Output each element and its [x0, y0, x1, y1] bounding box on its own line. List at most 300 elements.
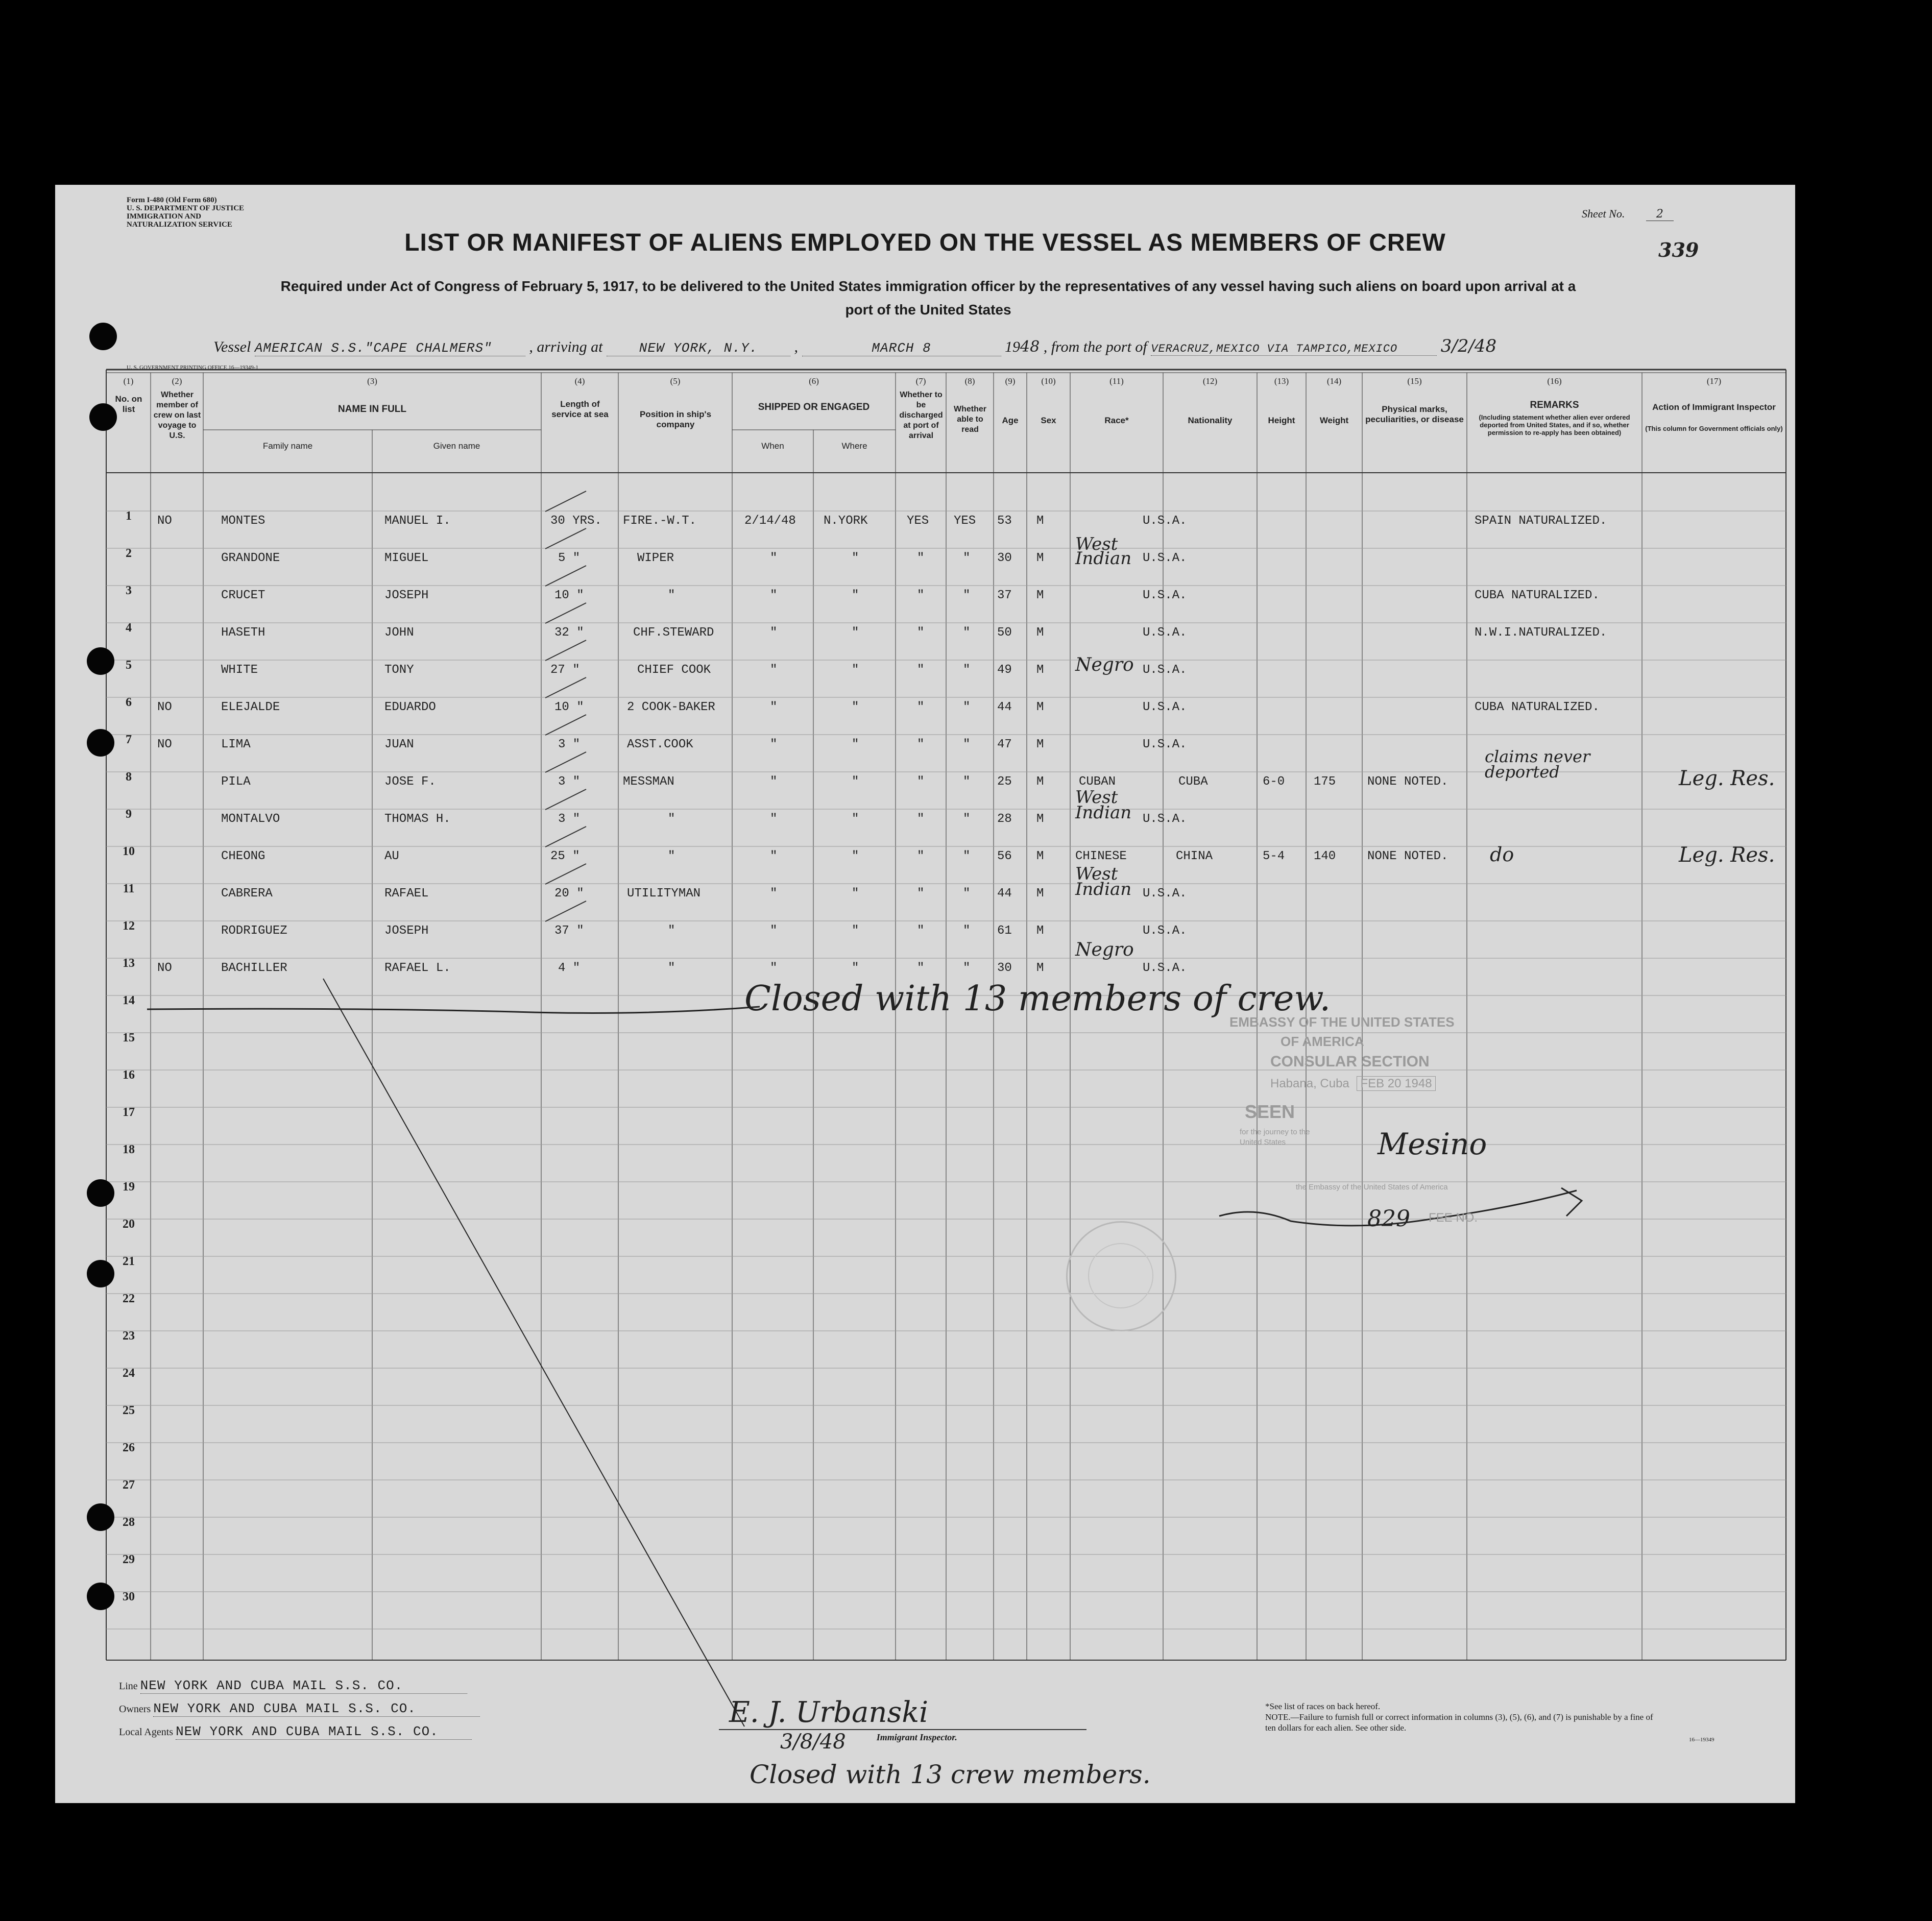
- col-head-remarks: REMARKS: [1530, 400, 1579, 410]
- row-number: 9: [126, 808, 132, 821]
- inspector-signature-block: [719, 1696, 1086, 1754]
- cell-given-name: EDUARDO: [384, 700, 436, 714]
- col-num-3: (3): [367, 376, 377, 386]
- cell-sex: M: [1036, 589, 1044, 602]
- cell-read: ": [963, 887, 971, 901]
- stamp-fee-label: FEE NO.: [1429, 1211, 1478, 1225]
- from-label: , from the port of: [1043, 338, 1147, 355]
- cell-action: Leg. Res.: [1679, 767, 1775, 790]
- cell-when: ": [770, 663, 778, 677]
- cell-service: 20 ": [554, 887, 584, 901]
- cell-service: 25 ": [550, 849, 580, 863]
- row-number: 25: [123, 1404, 135, 1417]
- col-num-15: (15): [1407, 376, 1422, 386]
- cell-when: ": [770, 924, 778, 938]
- page-stamp: 339: [1658, 238, 1699, 261]
- col-head-family-name: Family name: [262, 441, 313, 451]
- row-number: 28: [123, 1516, 135, 1529]
- cell-discharge: ": [917, 663, 925, 677]
- cell-action: Leg. Res.: [1679, 843, 1775, 867]
- cell-discharge: ": [917, 961, 925, 975]
- binder-hole: [87, 1503, 114, 1531]
- cell-where: ": [852, 551, 859, 565]
- cell-position: MESSMAN: [623, 775, 674, 789]
- col-head-given-name: Given name: [433, 441, 480, 451]
- embassy-seal-icon: [1066, 1221, 1176, 1331]
- agents-label: Local Agents: [119, 1727, 174, 1738]
- cell-position: FIRE.-W.T.: [623, 514, 697, 528]
- row-number: 3: [126, 584, 132, 597]
- cell-discharge: ": [917, 887, 925, 901]
- form-code: 16—19349: [1689, 1737, 1714, 1743]
- cell-read: ": [963, 775, 971, 789]
- cell-when: ": [770, 700, 778, 714]
- cell-race: West Indian: [1075, 787, 1132, 823]
- penalty-note: NOTE.—Failure to furnish full or correct information in columns (3), (5), (6), and (7) is punishable by a fine of ten dollars for each alien. See other side.: [1265, 1712, 1653, 1733]
- cell-service: 10 ": [554, 589, 584, 602]
- department: U. S. DEPARTMENT OF JUSTICE: [127, 204, 245, 212]
- cell-nationality: U.S.A.: [1143, 589, 1187, 602]
- stamp-line-3: CONSULAR SECTION: [1270, 1053, 1430, 1070]
- cell-discharge: ": [917, 551, 925, 565]
- cell-weight: 175: [1314, 775, 1336, 789]
- cell-sex: M: [1036, 626, 1044, 640]
- arriving-port: NEW YORK, N.Y.: [607, 341, 790, 356]
- cell-family-name: ELEJALDE: [221, 700, 280, 714]
- col-num-7: (7): [915, 376, 926, 386]
- binder-hole: [87, 1179, 114, 1207]
- cell-race: Negro: [1075, 939, 1134, 960]
- cell-position: ": [668, 961, 675, 975]
- row-number: 1: [126, 509, 132, 523]
- col-num-17: (17): [1706, 376, 1722, 386]
- cell-nationality: U.S.A.: [1143, 887, 1187, 901]
- binder-hole: [87, 1583, 114, 1610]
- cell-read: ": [963, 551, 971, 565]
- sheet-label: Sheet No.: [1582, 207, 1625, 220]
- col-num-14: (14): [1326, 376, 1342, 386]
- row-number: 19: [123, 1180, 135, 1194]
- cell-remarks: N.W.I.NATURALIZED.: [1475, 626, 1607, 640]
- cell-when: 2/14/48: [744, 514, 796, 528]
- closing-annotation: Closed with 13 members of crew.: [744, 979, 1331, 1019]
- col-num-12: (12): [1202, 376, 1218, 386]
- cell-family-name: CRUCET: [221, 589, 265, 602]
- col-num-6: (6): [809, 376, 819, 386]
- cell-family-name: MONTES: [221, 514, 265, 528]
- cell-service: 3 ": [558, 775, 581, 789]
- cell-read: ": [963, 589, 971, 602]
- col-head-action: Action of Immigrant Inspector: [1652, 402, 1776, 412]
- row-number: 10: [123, 845, 135, 858]
- row-number: 11: [123, 882, 135, 895]
- binder-hole: [89, 403, 117, 431]
- col-head-service: Length of service at sea: [551, 399, 609, 419]
- cell-family-name: CABRERA: [221, 887, 273, 901]
- col-num-11: (11): [1109, 376, 1124, 386]
- cell-marks: NONE NOTED.: [1367, 775, 1448, 789]
- printing-office: U. S. GOVERNMENT PRINTING OFFICE 16—19349-1: [127, 364, 259, 371]
- cell-where: ": [852, 589, 859, 602]
- cell-when: ": [770, 775, 778, 789]
- cell-service: 5 ": [558, 551, 581, 565]
- cell-read: ": [963, 924, 971, 938]
- row-number: 24: [123, 1367, 135, 1380]
- col-num-8: (8): [964, 376, 975, 386]
- cell-position: WIPER: [637, 551, 674, 565]
- inspector-signature: E. J. Urbanski: [719, 1696, 1086, 1730]
- cell-sex: M: [1036, 849, 1044, 863]
- cell-nationality: U.S.A.: [1143, 663, 1187, 677]
- cell-sex: M: [1036, 738, 1044, 751]
- cell-weight: 140: [1314, 849, 1336, 863]
- cell-discharge: ": [917, 924, 925, 938]
- stamp-date: FEB 20 1948: [1357, 1076, 1435, 1091]
- cell-where: ": [852, 887, 859, 901]
- cell-nationality: U.S.A.: [1143, 924, 1187, 938]
- cell-discharge: ": [917, 589, 925, 602]
- cell-height: 5-4: [1263, 849, 1285, 863]
- agents-field: [119, 1724, 472, 1740]
- cell-service: 3 ": [558, 812, 581, 826]
- cell-given-name: TONY: [384, 663, 414, 677]
- stamp-embassy-line: the Embassy of the United States of America: [1296, 1183, 1448, 1191]
- cell-nationality: U.S.A.: [1143, 738, 1187, 751]
- cell-where: ": [852, 663, 859, 677]
- cell-discharge: ": [917, 626, 925, 640]
- stamp-line-1: EMBASSY OF THE UNITED STATES: [1229, 1014, 1455, 1030]
- cell-given-name: JUAN: [384, 738, 414, 751]
- cell-position: UTILITYMAN: [627, 887, 701, 901]
- cell-position: CHF.STEWARD: [633, 626, 714, 640]
- cell-sex: M: [1036, 663, 1044, 677]
- vessel-name: AMERICAN S.S."CAPE CHALMERS": [255, 341, 525, 356]
- cell-read: ": [963, 738, 971, 751]
- cell-age: 49: [997, 663, 1012, 677]
- cell-nationality: U.S.A.: [1143, 551, 1187, 565]
- cell-service: 27 ": [550, 663, 580, 677]
- cell-read: ": [963, 812, 971, 826]
- arrival-year: 48: [1020, 338, 1040, 356]
- cell-remarks: CUBA NATURALIZED.: [1475, 700, 1600, 714]
- col-head-age: Age: [1002, 416, 1019, 425]
- arrival-date: MARCH 8: [802, 341, 1001, 356]
- cell-position: ": [668, 849, 675, 863]
- cell-prev-voyage: NO: [157, 738, 172, 751]
- col-head-discharge: Whether to be discharged at port of arrival: [899, 391, 943, 440]
- cell-given-name: AU: [384, 849, 399, 863]
- cell-age: 30: [997, 551, 1012, 565]
- cell-given-name: JOSEPH: [384, 924, 429, 938]
- col-num-5: (5): [670, 376, 681, 386]
- cell-race: West Indian: [1075, 864, 1132, 899]
- row-number: 21: [123, 1255, 135, 1268]
- from-port: VERACRUZ,MEXICO VIA TAMPICO,MEXICO: [1151, 343, 1437, 356]
- cell-given-name: RAFAEL L.: [384, 961, 451, 975]
- cell-family-name: BACHILLER: [221, 961, 287, 975]
- col-num-16: (16): [1547, 376, 1562, 386]
- cell-where: ": [852, 738, 859, 751]
- cell-when: ": [770, 961, 778, 975]
- cell-when: ": [770, 812, 778, 826]
- cell-where: N.YORK: [824, 514, 868, 528]
- col-head-nationality: Nationality: [1188, 416, 1233, 425]
- row-number: 29: [123, 1553, 135, 1566]
- cell-race: CUBAN: [1079, 775, 1116, 789]
- col-head-read: Whether able to read: [954, 405, 986, 434]
- cell-read: ": [963, 700, 971, 714]
- stamp-city: Habana, Cuba: [1270, 1077, 1349, 1090]
- cell-discharge: ": [917, 849, 925, 863]
- col-head-height: Height: [1268, 416, 1295, 425]
- cell-discharge: ": [917, 738, 925, 751]
- cell-remarks: CUBA NATURALIZED.: [1475, 589, 1600, 602]
- col-head-when: When: [761, 441, 784, 451]
- cell-sex: M: [1036, 551, 1044, 565]
- cell-family-name: HASETH: [221, 626, 265, 640]
- cell-where: ": [852, 700, 859, 714]
- row-number: 23: [123, 1329, 135, 1343]
- cell-given-name: JOSE F.: [384, 775, 436, 789]
- subtitle-line-2: port of the United States: [845, 302, 1011, 318]
- manifest-sheet: [55, 185, 1795, 1803]
- col-head-race: Race*: [1104, 416, 1129, 425]
- cell-read: ": [963, 961, 971, 975]
- cell-when: ": [770, 887, 778, 901]
- cell-given-name: JOSEPH: [384, 589, 429, 602]
- cell-service: 10 ": [554, 700, 584, 714]
- cell-service: 4 ": [558, 961, 581, 975]
- footer-notes: [1265, 1701, 1653, 1733]
- cell-age: 25: [997, 775, 1012, 789]
- cell-nationality: U.S.A.: [1143, 626, 1187, 640]
- cell-read: ": [963, 663, 971, 677]
- cell-sex: M: [1036, 812, 1044, 826]
- vessel-label: Vessel: [213, 338, 251, 355]
- cell-age: 47: [997, 738, 1012, 751]
- subtitle-line-1: Required under Act of Congress of February 5, 1917, to be delivered to the United States immigration officer by the representatives of any vessel having such aliens on board upon arrival at a: [280, 278, 1576, 294]
- col-head-remarks-note: (Including statement whether alien ever ordered deported from United States, and if so, whether permission to re-apply has been obtained): [1479, 414, 1630, 436]
- row-number: 20: [123, 1218, 135, 1231]
- cell-age: 28: [997, 812, 1012, 826]
- cell-nationality: U.S.A.: [1143, 961, 1187, 975]
- cell-where: ": [852, 775, 859, 789]
- cell-discharge: ": [917, 775, 925, 789]
- cell-age: 44: [997, 887, 1012, 901]
- line-field: [119, 1678, 467, 1694]
- cell-age: 50: [997, 626, 1012, 640]
- cell-where: ": [852, 924, 859, 938]
- col-num-2: (2): [172, 376, 182, 386]
- row-number: 5: [126, 659, 132, 672]
- cell-when: ": [770, 738, 778, 751]
- consular-stamp: [1224, 1014, 1526, 1446]
- cell-family-name: MONTALVO: [221, 812, 280, 826]
- bottom-closing-note: Closed with 13 crew members.: [750, 1760, 1151, 1789]
- cell-where: ": [852, 812, 859, 826]
- row-number: 12: [123, 919, 135, 933]
- cell-height: 6-0: [1263, 775, 1285, 789]
- cell-family-name: CHEONG: [221, 849, 265, 863]
- cell-marks: NONE NOTED.: [1367, 849, 1448, 863]
- row-number: 22: [123, 1292, 135, 1305]
- cell-read: YES: [954, 514, 976, 528]
- stamp-signature: Mesino: [1378, 1127, 1487, 1161]
- row-number: 26: [123, 1441, 135, 1454]
- cell-age: 61: [997, 924, 1012, 938]
- cell-family-name: RODRIGUEZ: [221, 924, 287, 938]
- row-number: 30: [123, 1590, 135, 1603]
- voyage-line: Vessel AMERICAN S.S."CAPE CHALMERS" , arriving at NEW YORK, N.Y. , MARCH 8 1948 , from the port of VERACRUZ,MEXICO VIA TAMPICO,MEXICO 3/2/48: [213, 336, 1497, 356]
- cell-sex: M: [1036, 514, 1044, 528]
- cell-service: 37 ": [554, 924, 584, 938]
- departure-date: 3/2/48: [1440, 336, 1497, 356]
- cell-sex: M: [1036, 924, 1044, 938]
- cell-family-name: GRANDONE: [221, 551, 280, 565]
- cell-age: 30: [997, 961, 1012, 975]
- year-prefix: 19: [1005, 338, 1020, 355]
- cell-position: ": [668, 812, 675, 826]
- cell-race: Negro: [1075, 654, 1134, 675]
- cell-position: ASST.COOK: [627, 738, 693, 751]
- stamp-line-2: OF AMERICA: [1281, 1034, 1364, 1049]
- line-value: NEW YORK AND CUBA MAIL S.S. CO.: [140, 1678, 467, 1694]
- cell-prev-voyage: NO: [157, 700, 172, 714]
- cell-service: 30 YRS.: [550, 514, 602, 528]
- arriving-label: , arriving at: [529, 338, 603, 355]
- cell-age: 53: [997, 514, 1012, 528]
- cell-service: 32 ": [554, 626, 584, 640]
- agents-value: NEW YORK AND CUBA MAIL S.S. CO.: [176, 1724, 472, 1740]
- row-number: 13: [123, 957, 135, 970]
- cell-when: ": [770, 589, 778, 602]
- cell-service: 3 ": [558, 738, 581, 751]
- cell-nationality: U.S.A.: [1143, 812, 1187, 826]
- cell-age: 37: [997, 589, 1012, 602]
- row-number: 4: [126, 621, 132, 635]
- col-head-name: NAME IN FULL: [337, 404, 407, 415]
- cell-position: 2 COOK-BAKER: [627, 700, 715, 714]
- cell-nationality: U.S.A.: [1143, 700, 1187, 714]
- row-number: 6: [126, 696, 132, 709]
- cell-given-name: THOMAS H.: [384, 812, 451, 826]
- cell-position: ": [668, 924, 675, 938]
- stamp-fee-number: 829: [1367, 1206, 1410, 1232]
- owners-field: [119, 1701, 480, 1717]
- stamp-seen: SEEN: [1245, 1101, 1295, 1122]
- binder-hole: [87, 1260, 114, 1287]
- sheet-no-value: 2: [1646, 208, 1674, 221]
- stamp-for-text: for the journey to the: [1240, 1128, 1310, 1136]
- row-number: 27: [123, 1478, 135, 1492]
- row-number: 7: [126, 733, 132, 746]
- cell-given-name: MIGUEL: [384, 551, 429, 565]
- cell-given-name: RAFAEL: [384, 887, 429, 901]
- inspector-label: Immigrant Inspector.: [876, 1732, 957, 1742]
- row-number: 2: [126, 547, 132, 560]
- col-head-action-note: (This column for Government officials only): [1645, 425, 1783, 432]
- form-number: Form I-480 (Old Form 680): [127, 196, 217, 204]
- owners-value: NEW YORK AND CUBA MAIL S.S. CO.: [153, 1701, 480, 1717]
- cell-sex: M: [1036, 887, 1044, 901]
- line-label: Line: [119, 1681, 138, 1692]
- race-note: *See list of races on back hereof.: [1265, 1701, 1381, 1711]
- cell-discharge: ": [917, 812, 925, 826]
- col-num-10: (10): [1041, 376, 1056, 386]
- cell-given-name: JOHN: [384, 626, 414, 640]
- cell-nationality: CUBA: [1178, 775, 1208, 789]
- cell-given-name: MANUEL I.: [384, 514, 451, 528]
- cell-nationality: U.S.A.: [1143, 514, 1187, 528]
- stamp-united: United States: [1240, 1138, 1286, 1147]
- inspector-date: 3/8/48: [780, 1730, 846, 1754]
- cell-family-name: PILA: [221, 775, 251, 789]
- cell-age: 44: [997, 700, 1012, 714]
- cell-sex: M: [1036, 700, 1044, 714]
- binder-hole: [89, 323, 117, 350]
- cell-where: ": [852, 626, 859, 640]
- col-num-9: (9): [1005, 376, 1016, 386]
- cell-race: West Indian: [1075, 534, 1132, 569]
- cell-read: ": [963, 626, 971, 640]
- binder-hole: [87, 729, 114, 757]
- cell-sex: M: [1036, 961, 1044, 975]
- stamp-date-line: [1270, 1077, 1436, 1091]
- page-title: LIST OR MANIFEST OF ALIENS EMPLOYED ON THE VESSEL AS MEMBERS OF CREW: [404, 229, 1446, 256]
- col-head-where: Where: [841, 441, 867, 451]
- cell-when: ": [770, 849, 778, 863]
- cell-age: 56: [997, 849, 1012, 863]
- col-head-no: No. on list: [115, 394, 142, 414]
- cell-race: CHINESE: [1075, 849, 1127, 863]
- cell-discharge: ": [917, 700, 925, 714]
- row-number: 14: [123, 994, 135, 1007]
- cell-family-name: LIMA: [221, 738, 251, 751]
- cell-remarks: SPAIN NATURALIZED.: [1475, 514, 1607, 528]
- row-number: 15: [123, 1031, 135, 1044]
- cell-nationality: CHINA: [1176, 849, 1213, 863]
- cell-sex: M: [1036, 775, 1044, 789]
- cell-discharge: YES: [907, 514, 929, 528]
- service-name: IMMIGRATION AND NATURALIZATION SERVICE: [127, 212, 232, 229]
- col-num-4: (4): [574, 376, 585, 386]
- col-num-13: (13): [1274, 376, 1289, 386]
- col-head-prev-voyage: Whether member of crew on last voyage to U.S.: [153, 391, 201, 440]
- owners-label: Owners: [119, 1704, 151, 1715]
- cell-where: ": [852, 961, 859, 975]
- cell-where: ": [852, 849, 859, 863]
- cell-position: CHIEF COOK: [637, 663, 711, 677]
- cell-prev-voyage: NO: [157, 514, 172, 528]
- col-head-marks: Physical marks, peculiarities, or disease: [1365, 404, 1464, 424]
- row-number: 18: [123, 1143, 135, 1156]
- binder-hole: [87, 647, 114, 675]
- row-number: 8: [126, 770, 132, 784]
- row-number: 17: [123, 1106, 135, 1119]
- cell-read: ": [963, 849, 971, 863]
- cell-when: ": [770, 551, 778, 565]
- cell-family-name: WHITE: [221, 663, 258, 677]
- col-head-position: Position in ship's company: [639, 409, 712, 429]
- cell-prev-voyage: NO: [157, 961, 172, 975]
- col-head-weight: Weight: [1319, 416, 1349, 425]
- col-num-1: (1): [123, 376, 134, 386]
- cell-position: ": [668, 589, 675, 602]
- cell-remarks: claims never deported: [1485, 747, 1590, 782]
- cell-remarks: do: [1490, 843, 1514, 866]
- col-head-sex: Sex: [1041, 416, 1056, 425]
- cell-when: ": [770, 626, 778, 640]
